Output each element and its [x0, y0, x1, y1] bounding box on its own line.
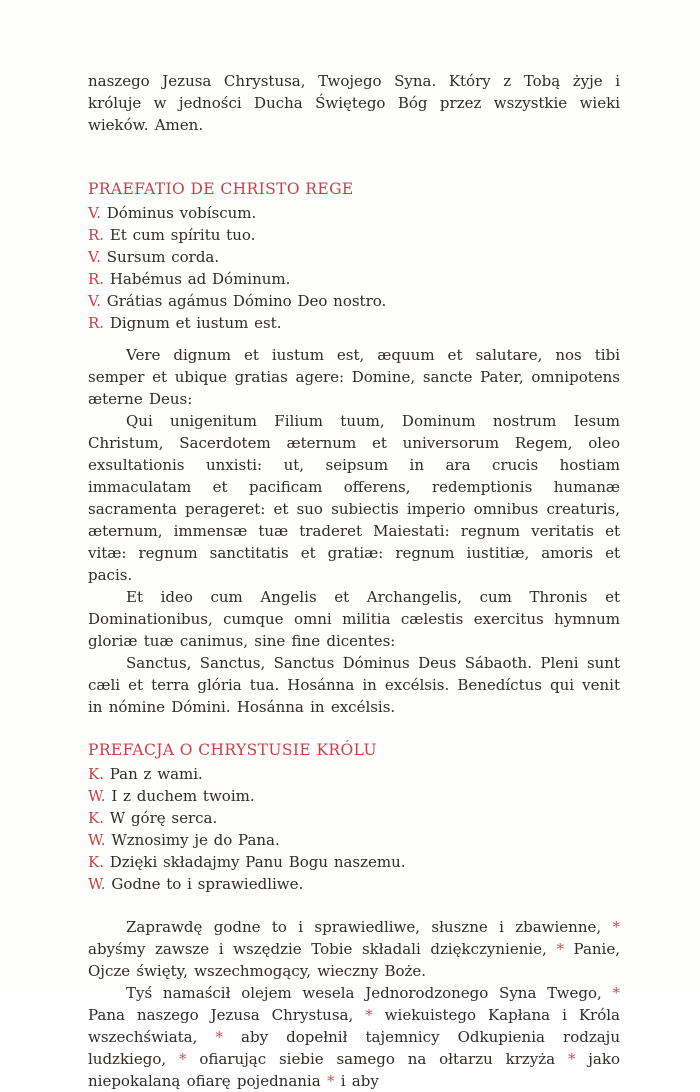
text-segment: jako niepokalaną ofiarę pojednania	[88, 1050, 620, 1090]
latin-dialogue	[88, 202, 620, 334]
latin-preface-text	[88, 344, 620, 718]
dialogue-line	[88, 829, 620, 851]
dialogue-line	[88, 807, 620, 829]
polish-paragraph	[88, 982, 620, 1092]
dialogue-text: Godne to i sprawiedliwe.	[111, 875, 304, 893]
dialogue-text: W górę serca.	[109, 809, 218, 827]
dialogue-text: Habémus ad Dóminum.	[109, 270, 291, 288]
dialogue-text: I z duchem twoim.	[111, 787, 255, 805]
dialogue-line	[88, 785, 620, 807]
versicle-letter: K.	[88, 809, 104, 827]
polish-dialogue	[88, 763, 620, 895]
polish-section-heading: PREFACJA O CHRYSTUSIE KRÓLU	[88, 741, 377, 759]
text-segment: Zaprawdę godne to i sprawiedliwe, słuszne i zbawienne,	[126, 918, 613, 936]
dialogue-line	[88, 202, 620, 224]
polish-paragraph	[88, 916, 620, 982]
dialogue-text: Et cum spíritu tuo.	[109, 226, 256, 244]
versicle-letter: W.	[88, 787, 106, 805]
text-segment: aby dopełnił tajemnicy Odkupienia rodzaju ludzkiego,	[88, 1028, 620, 1068]
verse-asterisk: *	[365, 1006, 373, 1024]
versicle-letter: K.	[88, 853, 104, 871]
text-segment: wiekuistego Kapłana i Króla wszechświata,	[88, 1006, 620, 1046]
dialogue-text: Grátias agámus Dómino Deo nostro.	[106, 292, 387, 310]
verse-asterisk: *	[215, 1028, 223, 1046]
latin-paragraph: Et ideo cum Angelis et Archangelis, cum Thronis et Dominationibus, cumque omni militia cælestis exercitus hymnum gloriæ tuæ canimus, sine fine dicentes:	[88, 588, 620, 650]
verse-asterisk: *	[612, 984, 620, 1002]
text-segment: i aby	[334, 1072, 379, 1090]
dialogue-line	[88, 312, 620, 334]
dialogue-text: Pan z wami.	[109, 765, 203, 783]
latin-paragraph: Sanctus, Sanctus, Sanctus Dóminus Deus Sábaoth. Pleni sunt cæli et terra glória tua. Hosánna in excélsis. Benedíctus qui venit in nómine Dómini. Hosánna in excélsis.	[88, 654, 620, 716]
dialogue-line	[88, 763, 620, 785]
verse-asterisk: *	[612, 918, 620, 936]
dialogue-line	[88, 873, 620, 895]
verse-asterisk: *	[178, 1050, 187, 1068]
versicle-letter: R.	[88, 314, 105, 332]
dialogue-line	[88, 268, 620, 290]
versicle-letter: R.	[88, 226, 105, 244]
versicle-letter: K.	[88, 765, 104, 783]
versicle-letter: W.	[88, 831, 106, 849]
verse-asterisk: *	[326, 1072, 335, 1090]
versicle-letter: V.	[88, 292, 101, 310]
versicle-letter: V.	[88, 248, 101, 266]
dialogue-text: Dóminus vobíscum.	[106, 204, 257, 222]
dialogue-text: Wznosimy je do Pana.	[111, 831, 280, 849]
dialogue-line	[88, 851, 620, 873]
intro-paragraph: naszego Jezusa Chrystusa, Twojego Syna. Który z Tobą żyje i króluje w jedności Ducha Świętego Bóg przez wszystkie wieki wieków. Amen.	[88, 72, 620, 134]
dialogue-line	[88, 246, 620, 268]
text-segment: Tyś namaścił olejem wesela Jednorodzonego Syna Twego,	[126, 984, 613, 1002]
latin-section-heading: PRAEFATIO DE CHRISTO REGE	[88, 180, 354, 198]
versicle-letter: R.	[88, 270, 105, 288]
dialogue-text: Sursum corda.	[106, 248, 220, 266]
dialogue-text: Dzięki składajmy Panu Bogu naszemu.	[109, 853, 406, 871]
latin-paragraph: Vere dignum et iustum est, æquum et salutare, nos tibi semper et ubique gratias agere: Domine, sancte Pater, omnipotens æterne Deus:	[88, 346, 620, 408]
polish-preface-text	[88, 916, 620, 1092]
verse-asterisk: *	[556, 940, 564, 958]
verse-asterisk: *	[567, 1050, 576, 1068]
latin-paragraph: Qui unigenitum Filium tuum, Dominum nostrum Iesum Christum, Sacerdotem æternum et universorum Regem, oleo exsultationis unxisti: ut, seipsum in ara crucis hostiam immaculatam et pacificam offerens, redemptionis humanæ sacramenta perageret: et suo subiectis imperio omnibus creaturis, æternum, immensæ tuæ traderet Maiestati: regnum veritatis et vitæ: regnum sanctitatis et gratiæ: regnum iustitiæ, amoris et pacis.	[88, 412, 620, 584]
dialogue-line	[88, 290, 620, 312]
versicle-letter: W.	[88, 875, 106, 893]
text-segment: Pana naszego Jezusa Chrystusa,	[88, 1006, 366, 1024]
text-segment: abyśmy zawsze i wszędzie Tobie składali dziękczynienie,	[88, 940, 557, 958]
versicle-letter: V.	[88, 204, 101, 222]
text-segment: Panie, Ojcze święty, wszechmogący, wieczny Boże.	[88, 940, 621, 980]
text-segment: ofiarując siebie samego na ołtarzu krzyża	[186, 1050, 568, 1068]
dialogue-line	[88, 224, 620, 246]
dialogue-text: Dignum et iustum est.	[109, 314, 282, 332]
